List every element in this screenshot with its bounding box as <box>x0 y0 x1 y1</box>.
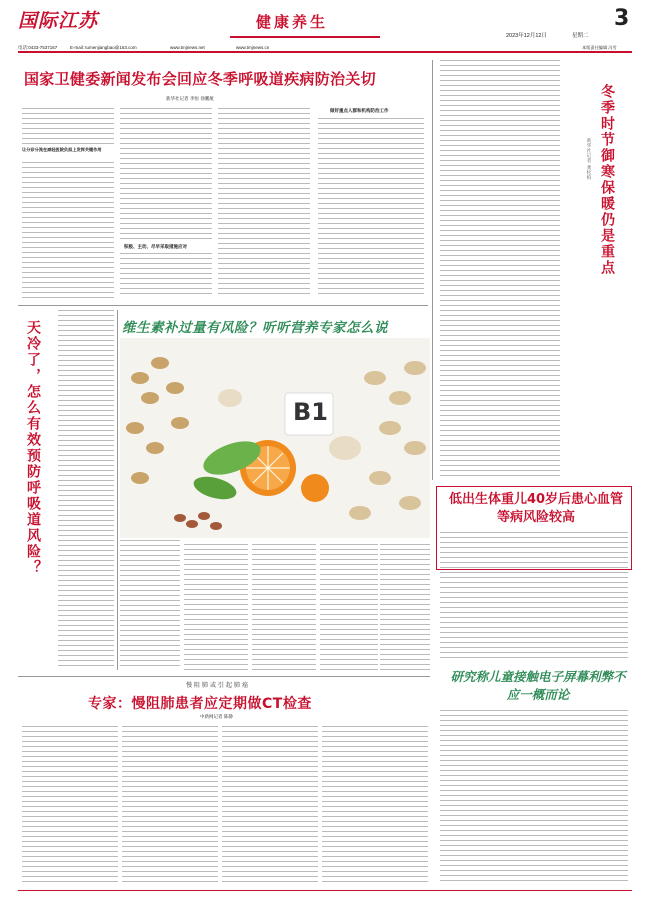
b1-label: B1 <box>293 398 328 426</box>
vitamin-text-col-1 <box>184 544 248 670</box>
newspaper-logo: 国际江苏 <box>18 10 99 32</box>
lead-text-col-4 <box>318 118 424 298</box>
lead-text-col-1b <box>22 162 114 298</box>
vitamin-text-col-3 <box>320 544 378 670</box>
website: www.tmjnews.net <box>170 45 205 50</box>
right-divider <box>432 60 433 480</box>
screen-time-headline: 研究称儿童接触电子屏幕利弊不应一概而论 <box>450 669 626 702</box>
website-alt: www.tmjnews.cn <box>236 45 270 50</box>
food-illustration <box>120 338 430 538</box>
winter-warmth-byline: 新华社记者 龚松柏 <box>586 138 591 180</box>
ct-kicker: 慢阻肺或引起肺癌 <box>186 682 251 689</box>
contact-email: E-mail: tumenjiangbao@163.com <box>70 45 137 50</box>
winter-warmth-headline: 冬季时节御寒保暖仍是重点 <box>599 84 615 276</box>
right-text-col-1 <box>440 60 560 480</box>
birth-weight-headline: 低出生体重儿40岁后患心血管等病风险较高 <box>448 492 624 525</box>
cold-text-col-2 <box>120 540 180 670</box>
ct-text-col-4 <box>322 726 428 886</box>
lead-headline: 国家卫健委新闻发布会回应冬季呼吸道疾病防治关切 <box>24 70 376 88</box>
screen-time-text <box>440 710 628 885</box>
section-underline <box>230 36 380 38</box>
ct-headline: 专家：慢阻肺患者应定期做CT检查 <box>88 696 312 712</box>
col-divider-1 <box>117 310 118 670</box>
cold-weather-headline: 天冷了，怎么有效预防呼吸道风险？ <box>25 320 41 576</box>
lead-text-col-3 <box>218 108 310 298</box>
vitamin-photo <box>120 338 430 538</box>
page-number: 3 <box>614 6 630 31</box>
section-title: 健康养生 <box>256 13 329 31</box>
issue-date: 2023年12月12日 <box>506 33 547 39</box>
page-bottom-rule <box>18 890 632 891</box>
ct-text-col-1 <box>22 726 118 886</box>
masthead-rule <box>18 51 632 53</box>
vitamin-text-col-4 <box>380 544 430 670</box>
contact-phone: 电话:0433-7537167 <box>18 45 58 50</box>
vitamin-headline: 维生素补过量有风险？听听营养专家怎么说 <box>122 320 388 336</box>
vitamin-text-col-2 <box>252 544 316 670</box>
section-divider-top <box>18 305 428 306</box>
page-editor: 本版责任编辑 冯雪 <box>582 45 617 50</box>
ct-text-col-3 <box>222 726 318 886</box>
birth-weight-text <box>440 532 628 662</box>
lead-subhead-1: 让分诊分流在减轻医院负担上发挥关键作用 <box>22 147 102 152</box>
cold-text-col-1 <box>58 310 114 670</box>
issue-weekday: 星期二 <box>572 33 589 39</box>
masthead <box>0 0 650 50</box>
lead-text-col-1 <box>22 108 114 144</box>
lead-subhead-3: 做好重点人群和机构防治工作 <box>330 109 389 114</box>
ct-text-col-2 <box>122 726 218 886</box>
lead-text-col-2b <box>120 253 212 298</box>
lead-subhead-2: 积极、主动、尽早采取措施应对 <box>124 245 187 250</box>
section-divider-bottom <box>18 676 430 677</box>
lead-text-col-2 <box>120 108 212 240</box>
lead-byline: 新华社记者 李恒 徐鹏航 <box>166 97 214 102</box>
ct-byline: 中新网记者 陈静 <box>200 715 233 720</box>
